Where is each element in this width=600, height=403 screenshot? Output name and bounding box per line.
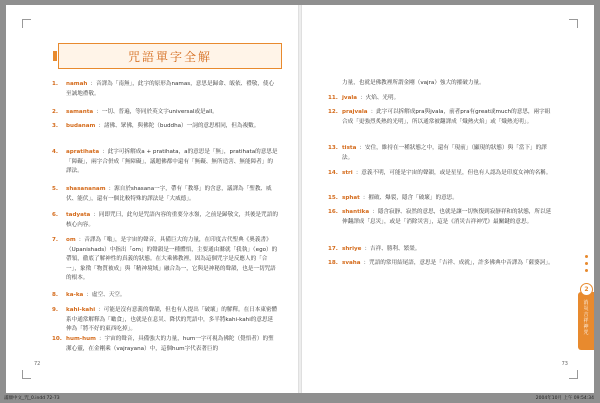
entry-number: 16. (328, 209, 338, 215)
edge-decoration (585, 255, 588, 276)
glossary-entry (52, 306, 278, 335)
glossary-entry (328, 259, 554, 269)
entry-term: om (66, 237, 76, 243)
entry-number: 5. (52, 186, 59, 192)
entry-term: jvala (342, 95, 358, 101)
entry-number: 14. (328, 170, 338, 176)
entry-term: shriye (342, 246, 362, 252)
entry-text: ：虛空、天空。 (86, 292, 126, 298)
entry-term: samanta (66, 109, 94, 115)
right-page (302, 5, 594, 393)
glossary-entry (328, 108, 554, 127)
file-slug: 滿願中文_咒_0.indd 72-73 (4, 396, 60, 401)
dot-decoration (585, 269, 588, 272)
entry-text: ：此字可以拆解成pra與jvala，前者pra有great或much的意思，兩字組合成「更強烈炙熱的光明」，所以通常被翻譯成「熾熱火焰」或「熾熱光明」。 (342, 109, 551, 125)
entry-text: ：一切、普遍，等同於英文字universal或是all。 (96, 109, 218, 115)
entry-number: 18. (328, 260, 338, 266)
entry-number: 2. (52, 109, 59, 115)
glossary-entry (52, 108, 278, 118)
entry-text: ：此字可拆解成a + pratihata，a的意思是「無」，pratihata的意思是「障礙」，兩字合併成「無障礙」，議題佛都中還有「無礙、無所造害、無能障者」的譯法。 (66, 149, 278, 175)
entry-text: ：隱含寂靜、寂然的意思，也就是讓一切恢復到寂靜祥和的狀態，所以延伸翻譯成「息災」，或是「消除災害」，這是《消災吉祥神咒》最關鍵的意思。 (342, 209, 552, 225)
entry-text: ：可能是沒有意義的聲韻，但也有人提出「破壞」的解釋。在日本東密體系中通常解釋為「噉食」，也就是在息災、降伏的咒語中，多半將kahi-kahi的意思延伸為「將不好的東西吃掉」。 (66, 307, 278, 333)
continued-text: 力量，也就是佛教裡所謂金剛（vajra）強大的摧破力量。 (342, 80, 485, 86)
entry-text: ：火焰、光明。 (360, 95, 400, 101)
chapter-tab (578, 286, 594, 350)
entry-term: ka-ka (66, 292, 84, 298)
section-title-box (58, 43, 282, 69)
entry-text: ：諸佛、眾佛，與佛陀（buddha）一詞的意思相同，但為複數。 (98, 123, 260, 129)
entry-number: 1. (52, 81, 59, 87)
glossary-entry (52, 211, 278, 230)
entry-text: ：摧破、爆裂，隱含「破壞」的意思。 (362, 195, 458, 201)
page-number: 72 (34, 361, 41, 367)
entry-term: hum-hum (66, 336, 96, 342)
section-title: 咒語單字全解 (127, 49, 212, 64)
glossary-entry (328, 94, 554, 104)
glossary-entry (328, 194, 554, 204)
glossary-entry (52, 185, 278, 204)
left-page (6, 5, 298, 393)
entry-text: ：音譯為「南無」，此字的原形為namas，意思是歸命、皈依、禮敬，使心至誠地禮敬。 (66, 81, 275, 97)
entry-number: 17. (328, 246, 338, 252)
entry-term: tadyata (66, 212, 91, 218)
chapter-tab-label: 消災吉祥神咒 (583, 300, 589, 336)
chapter-number-badge: 2 (580, 283, 593, 296)
entry-text: ：吉祥、勝利、繁榮。 (364, 246, 421, 252)
glossary-entry (328, 245, 554, 255)
entry-number: 11. (328, 95, 338, 101)
glossary-entry (52, 335, 278, 354)
book-spread (6, 5, 594, 393)
entry-text: ：咒語的常用結尾語，意思是「吉祥、成就」，許多佛典中音譯為「薩婆訶」。 (363, 260, 554, 266)
glossary-entry (328, 169, 554, 179)
entry-number: 8. (52, 292, 59, 298)
entry-text: ：同即咒曰，此句是咒語內容的重要分水嶺，之前是歸敬文，其後是咒語的核心內容。 (66, 212, 278, 228)
entry-term: budanam (66, 123, 96, 129)
entry-number: 7. (52, 237, 59, 243)
entry-number: 12. (328, 109, 338, 115)
entry-text: ：音譯為「嗡」，是宇宙的聲音，具備巨大的力量，在印度古代聖典《奧義書》（Upanishads）中指出「om」的聲韻是一種體悟，主要通由滌就「我執」（ego）的帶領，徹底了解神性的真義的狀態。在大乘佛教裡，固為這個咒字是反應人的「合一」，象徵「物質被成」與「精神境域」融合為一，它與是神秘的聲韻，也是一切咒語的根本。 (66, 237, 278, 282)
entry-term: tista (342, 145, 357, 151)
glossary-entry (52, 148, 278, 177)
dot-decoration (585, 255, 588, 258)
glossary-entry (52, 236, 278, 284)
entry-number: 4. (52, 149, 59, 155)
entry-term: kahi-kahi (66, 307, 96, 313)
entry-number: 6. (52, 212, 59, 218)
entry-text: ：宇宙的聲音，具備強大的力量，hum一字可視為佛陀（覺悟者）的聖潔心靈，在金剛乘（vajrayana）中，這個hum字代表著巨的 (66, 336, 274, 352)
entry-text: ：安住，維持在一種狀態之中，還有「現前」（顯現的狀態）與「當下」的譯法。 (342, 145, 547, 161)
entry-term: stri (342, 170, 353, 176)
glossary-entry (52, 80, 278, 99)
glossary-entry (328, 144, 554, 163)
date-slug: 2004年10月 上午 09:54:34 (535, 396, 594, 401)
page-number: 73 (561, 361, 568, 367)
entry-term: prajvala (342, 109, 368, 115)
entry-text: ：意義不明，可能是宇宙的聲韻，或是星星，但也有人認為是印度女神的名稱。 (355, 170, 552, 176)
glossary-entry (328, 208, 554, 227)
glossary-entry (52, 122, 278, 132)
entry-term: svaha (342, 260, 361, 266)
entry-term: shantika (342, 209, 370, 215)
entry-number: 3. (52, 123, 59, 129)
entry-term: namah (66, 81, 88, 87)
entry-number: 13. (328, 145, 338, 151)
print-slug (0, 393, 600, 403)
entry-number: 9. (52, 307, 59, 313)
entry-term: shasananam (66, 186, 106, 192)
entry-term: sphat (342, 195, 360, 201)
entry-number: 10. (52, 336, 62, 342)
entry-text: ：源自於shasana一字，帶有「教導」的含意，議譯為「聖教、威伏、能伏」，還有一個比較特殊的譯法是「大威德」。 (66, 186, 272, 202)
dot-decoration (585, 262, 588, 265)
entry-number: 15. (328, 195, 338, 201)
entry-term: apratihata (66, 149, 100, 155)
glossary-entry (52, 291, 278, 301)
